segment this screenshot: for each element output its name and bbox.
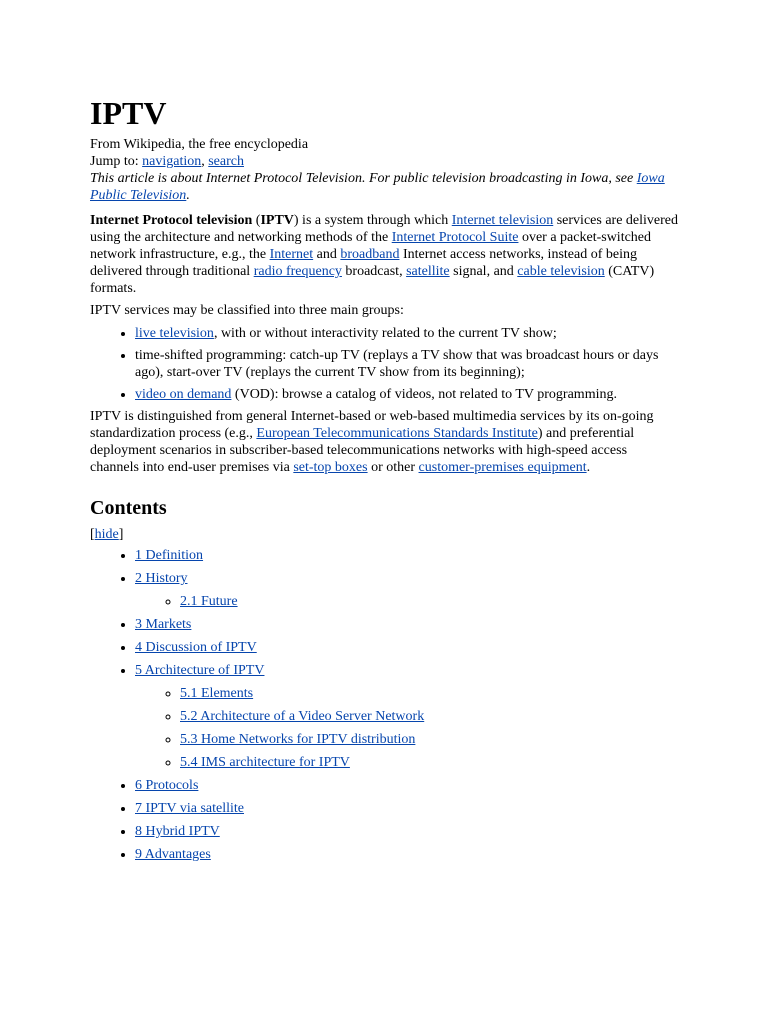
site-subtitle: From Wikipedia, the free encyclopedia bbox=[90, 137, 309, 152]
toc-subitem bbox=[180, 593, 678, 610]
toc-link-definition[interactable]: 1 Definition bbox=[135, 548, 204, 563]
bracket: ] bbox=[118, 527, 124, 542]
radio-frequency-link[interactable]: radio frequency bbox=[253, 264, 342, 279]
paragraph-text: or other bbox=[367, 460, 419, 475]
list-item-text: , with or without interactivity related to the current TV show; bbox=[213, 326, 557, 341]
toc-subitem bbox=[180, 708, 678, 725]
jump-to-line bbox=[90, 153, 678, 170]
internet-protocol-suite-link[interactable]: Internet Protocol Suite bbox=[391, 230, 519, 245]
contents-heading: Contents bbox=[90, 497, 167, 519]
toc-item bbox=[135, 570, 678, 610]
jump-to-label: Jump to: bbox=[90, 154, 143, 169]
hatnote bbox=[90, 170, 678, 204]
intro-text: services are delivered using the architecture and networking methods of the bbox=[90, 213, 678, 245]
intro-text: (CATV) formats. bbox=[90, 264, 655, 296]
toc-link-advantages[interactable]: 9 Advantages bbox=[135, 847, 211, 862]
customer-premises-equipment-link[interactable]: customer-premises equipment bbox=[418, 460, 587, 475]
paragraph-text: . bbox=[586, 460, 591, 475]
table-of-contents bbox=[90, 547, 678, 863]
jump-search-link[interactable]: search bbox=[208, 154, 244, 169]
live-television-link[interactable]: live television bbox=[135, 326, 214, 341]
jump-separator: , bbox=[201, 154, 209, 169]
toc-link-future[interactable]: 2.1 Future bbox=[180, 594, 238, 609]
toc-subitem bbox=[180, 731, 678, 748]
toc-link-discussion[interactable]: 4 Discussion of IPTV bbox=[135, 640, 257, 655]
toc-link-markets[interactable]: 3 Markets bbox=[135, 617, 192, 632]
intro-text: ) is a system through which bbox=[293, 213, 452, 228]
hatnote-text: This article is about Internet Protocol Television. For public television broadcasting in Iowa, see bbox=[90, 171, 637, 186]
toc-item bbox=[135, 777, 678, 794]
toc-subitem bbox=[180, 754, 678, 771]
iowa-public-television-link[interactable]: Iowa Public Television bbox=[90, 171, 665, 203]
page-title: IPTV bbox=[90, 95, 167, 131]
video-on-demand-link[interactable]: video on demand bbox=[135, 387, 232, 402]
toc-sublist bbox=[135, 685, 678, 771]
toc-toggle bbox=[90, 526, 678, 543]
toc-link-home-networks[interactable]: 5.3 Home Networks for IPTV distribution bbox=[180, 732, 416, 747]
intro-text: broadcast, bbox=[341, 264, 407, 279]
intro-text: over a packet-switched network infrastructure, e.g., the bbox=[90, 230, 652, 262]
toc-link-video-server-network[interactable]: 5.2 Architecture of a Video Server Network bbox=[180, 709, 425, 724]
hatnote-end: . bbox=[186, 188, 190, 203]
toc-hide-link[interactable]: hide bbox=[94, 527, 119, 542]
intro-text: Internet access networks, instead of being delivered through traditional bbox=[90, 247, 637, 279]
satellite-link[interactable]: satellite bbox=[406, 264, 450, 279]
set-top-boxes-link[interactable]: set-top boxes bbox=[293, 460, 368, 475]
toc-item bbox=[135, 823, 678, 840]
jump-navigation-link[interactable]: navigation bbox=[142, 154, 202, 169]
toc-subitem bbox=[180, 685, 678, 702]
internet-television-link[interactable]: Internet television bbox=[451, 213, 554, 228]
toc-link-history[interactable]: 2 History bbox=[135, 571, 188, 586]
intro-paragraph bbox=[90, 212, 678, 297]
toc-item bbox=[135, 639, 678, 656]
toc-item bbox=[135, 800, 678, 817]
intro-text: ( bbox=[252, 213, 261, 228]
toc-item bbox=[135, 616, 678, 633]
service-groups-list bbox=[90, 325, 678, 403]
toc-link-elements[interactable]: 5.1 Elements bbox=[180, 686, 254, 701]
toc-link-protocols[interactable]: 6 Protocols bbox=[135, 778, 199, 793]
bracket: [ bbox=[90, 527, 95, 542]
internet-link[interactable]: Internet bbox=[269, 247, 314, 262]
list-item bbox=[135, 325, 678, 342]
intro-text: signal, and bbox=[449, 264, 518, 279]
broadband-link[interactable]: broadband bbox=[340, 247, 400, 262]
groups-intro: IPTV services may be classified into three main groups: bbox=[90, 303, 404, 318]
toc-item bbox=[135, 547, 678, 564]
cable-television-link[interactable]: cable television bbox=[517, 264, 605, 279]
intro-text: and bbox=[313, 247, 341, 262]
etsi-link[interactable]: European Telecommunications Standards Institute bbox=[256, 426, 538, 441]
toc-link-satellite[interactable]: 7 IPTV via satellite bbox=[135, 801, 244, 816]
toc-sublist bbox=[135, 593, 678, 610]
paragraph-text: ) and preferential deployment scenarios in subscriber-based telecommunications networks with high-speed access channels into end-user premises via bbox=[90, 426, 635, 475]
intro-bold-abbrev: IPTV bbox=[260, 213, 294, 228]
toc-link-architecture[interactable]: 5 Architecture of IPTV bbox=[135, 663, 265, 678]
paragraph-text: IPTV is distinguished from general Internet-based or web-based multimedia services by its on-going standardization process (e.g., bbox=[90, 409, 654, 441]
toc-link-ims-architecture[interactable]: 5.4 IMS architecture for IPTV bbox=[180, 755, 350, 770]
toc-item bbox=[135, 846, 678, 863]
distinguished-paragraph bbox=[90, 408, 678, 476]
toc-link-hybrid[interactable]: 8 Hybrid IPTV bbox=[135, 824, 220, 839]
list-item bbox=[135, 386, 678, 403]
intro-bold-term: Internet Protocol television bbox=[90, 213, 253, 228]
toc-item bbox=[135, 662, 678, 771]
list-item bbox=[135, 347, 678, 381]
list-item-text: (VOD): browse a catalog of videos, not related to TV programming. bbox=[231, 387, 617, 402]
list-item-text: time-shifted programming: catch-up TV (replays a TV show that was broadcast hours or days ago), start-over TV (replays the current TV show from its beginning); bbox=[135, 348, 659, 380]
